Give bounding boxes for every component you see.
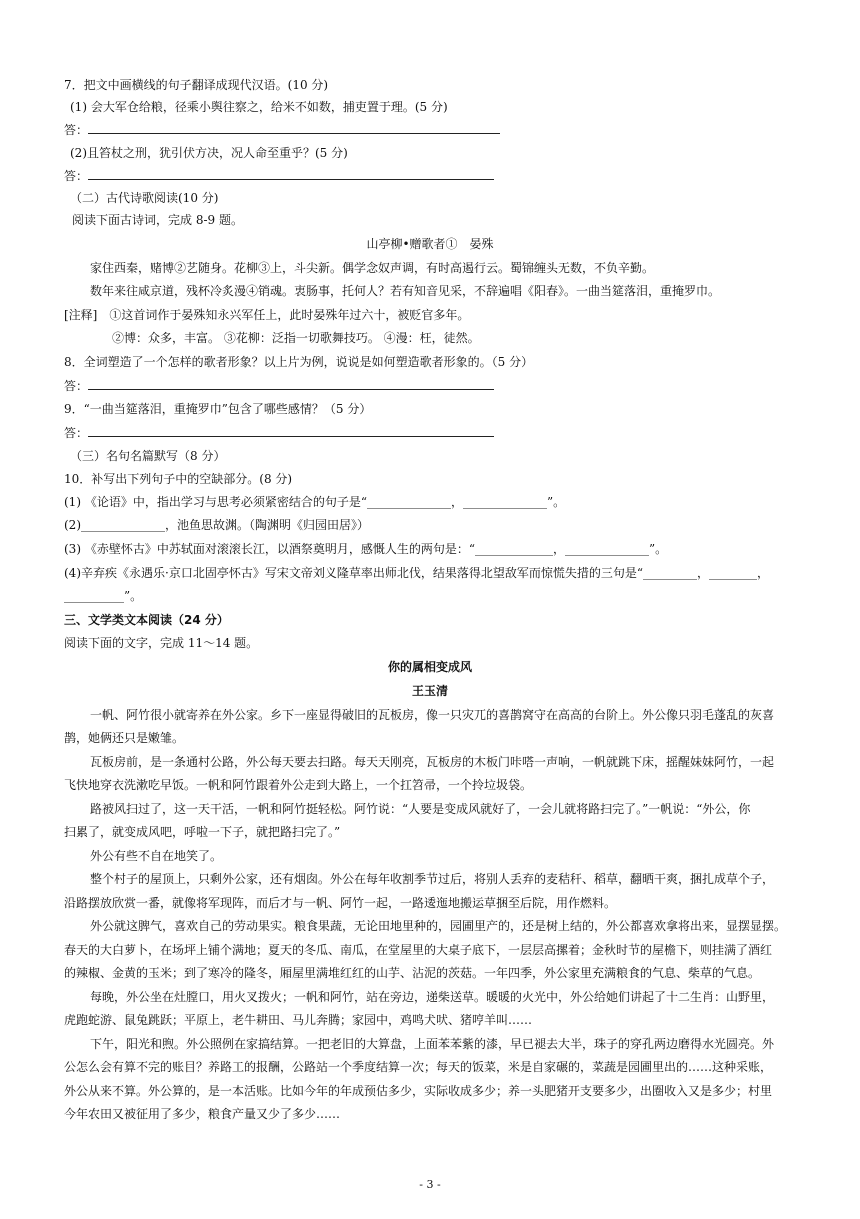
poem-line: 数年来往咸京道，残杯冷炙漫④销魂。衷肠事，托何人？若有知音见采，不辞遍唱《阳春》。一曲当筵落泪，重掩罗巾。 bbox=[90, 284, 721, 298]
article-paragraph: 虎跑蛇游、鼠兔跳跃；平原上，老牛耕田、马儿奔腾；家园中，鸡鸣犬吠、猪哼羊叫…… bbox=[64, 1013, 533, 1027]
fill-blank-item: (2)______________，池鱼思故渊。（陶渊明《归园田居》） bbox=[64, 518, 369, 532]
section-heading: 三、文学类文本阅读（24 分） bbox=[64, 613, 229, 627]
article-paragraph: 下午，阳光和煦。外公照例在家搞结算。一把老旧的大算盘，上面苯苯紫的漆，早已褪去大半，珠子的穿孔两边磨得水光圆亮。外 bbox=[90, 1037, 775, 1051]
fill-blank-item-continued: __________”。 bbox=[64, 589, 143, 603]
article-paragraph: 春天的大白萝卜，在场坪上铺个满地；夏天的冬瓜、南瓜，在堂屋里的大桌子底下，一层层高摞着；金秋时节的屋檐下，则挂满了酒红 bbox=[64, 943, 773, 957]
answer-line bbox=[64, 424, 494, 441]
article-paragraph: 沿路摆放欣赏一番，就像将军现阵，而后才与一帆、阿竹一起，一路逶迤地搬运草捆至后院，用作燃料。 bbox=[64, 896, 617, 910]
page-number: - 3 - bbox=[419, 1178, 441, 1191]
article-paragraph: 路被风扫过了，这一天干活，一帆和阿竹挺轻松。阿竹说：“人要是变成风就好了，一会儿就将路扫完了。”一帆说：“外公，你 bbox=[90, 802, 751, 816]
article-paragraph: 的辣椒、金黄的玉米；到了寒冷的隆冬，厢屋里满堆红红的山芋、沾泥的茨菇。一年四季，外公家里充满粮食的气息、柴草的气息。 bbox=[64, 966, 761, 980]
question-7: 7．把文中画横线的句子翻译成现代汉语。(10 分) bbox=[64, 78, 329, 92]
article-title: 你的属相变成风 bbox=[387, 660, 472, 674]
article-author: 王玉清 bbox=[411, 684, 448, 698]
instruction: 阅读下面的文字，完成 11～14 题。 bbox=[64, 636, 259, 650]
annotation: ②博：众多，丰富。 ③花柳：泛指一切歌舞技巧。 ④漫：枉，徒然。 bbox=[112, 331, 480, 345]
question-10: 10．补写出下列句子中的空缺部分。(8 分) bbox=[64, 472, 293, 486]
question-9: 9．“一曲当筵落泪，重掩罗巾”包含了哪些感情？（5 分） bbox=[64, 402, 372, 416]
article-paragraph: 扫累了，就变成风吧，呼啦一下子，就把路扫完了。” bbox=[64, 825, 341, 839]
answer-blank[interactable] bbox=[88, 121, 500, 134]
answer-line bbox=[64, 121, 500, 138]
question-7-1: (1) 会大军仓给粮，径乘小舆往察之，给米不如数，捕吏置于理。(5 分) bbox=[70, 100, 448, 114]
answer-label: 答： bbox=[64, 426, 89, 440]
answer-blank[interactable] bbox=[88, 424, 494, 437]
fill-blank-item: (3) 《赤壁怀古》中苏轼面对滚滚长江，以酒祭奠明月，感慨人生的两句是：“_____________，______________”。 bbox=[64, 542, 668, 556]
article-paragraph: 整个村子的屋顶上，只剩外公家，还有烟囱。外公在每年收割季节过后，将别人丢弃的麦秸秆、稻草，翻晒干爽，捆扎成草个子， bbox=[90, 872, 775, 886]
fill-blank-item: (1) 《论语》中，指出学习与思考必须紧密结合的句子是“______________，______________”。 bbox=[64, 495, 566, 509]
answer-label: 答： bbox=[64, 169, 89, 183]
article-paragraph: 飞快地穿衣洗漱吃早饭。一帆和阿竹跟着外公走到大路上，一个扛笤帚，一个拎垃圾袋。 bbox=[64, 778, 533, 792]
answer-label: 答： bbox=[64, 379, 89, 393]
question-7-2: (2)且笞杖之刑，犹引伏方决，况人命至重乎？(5 分) bbox=[70, 146, 348, 160]
section-heading: （三）名句名篇默写（8 分） bbox=[70, 449, 226, 463]
poem-line: 家住西秦，赌博②艺随身。花柳③上，斗尖新。偶学念奴声调，有时高遏行云。蜀锦缠头无数，不负辛勤。 bbox=[90, 261, 655, 275]
question-8: 8．全词塑造了一个怎样的歌者形象？以上片为例，说说是如何塑造歌者形象的。（5 分） bbox=[64, 355, 534, 369]
article-paragraph: 外公有些不自在地笑了。 bbox=[90, 849, 223, 863]
article-paragraph: 一帆、阿竹很小就寄养在外公家。乡下一座显得破旧的瓦板房，像一只灾兀的喜鹊窝守在高高的台阶上。外公像只羽毛蓬乱的灰喜 bbox=[90, 708, 775, 722]
answer-line bbox=[64, 377, 494, 394]
annotation: [注释] ①这首词作于晏殊知永兴军任上，此时晏殊年过六十，被贬官多年。 bbox=[64, 308, 470, 322]
poem-title: 山亭柳•赠歌者① 晏殊 bbox=[366, 237, 494, 251]
article-paragraph: 鹊，她俩还只是嫩雏。 bbox=[64, 731, 185, 745]
article-paragraph: 外公就这脾气，喜欢自己的劳动果实。粮食果蔬，无论田地里种的，园圃里产的，还是树上结的，外公都喜欢拿将出来，显摆显摆。 bbox=[90, 919, 787, 933]
instruction: 阅读下面古诗词，完成 8-9 题。 bbox=[72, 213, 243, 227]
article-paragraph: 每晚，外公坐在灶膛口，用火叉拨火；一帆和阿竹，站在旁边，递柴送草。暖暖的火光中，外公给她们讲起了十二生肖：山野里， bbox=[90, 990, 775, 1004]
answer-blank[interactable] bbox=[88, 377, 494, 390]
section-heading: （二）古代诗歌阅读(10 分) bbox=[70, 191, 219, 205]
article-paragraph: 瓦板房前，是一条通村公路，外公每天要去扫路。每天天刚亮，瓦板房的木板门咔嗒一声响，一帆就跳下床，摇醒妹妹阿竹，一起 bbox=[90, 755, 775, 769]
article-paragraph: 公怎么会有算不完的账目？养路工的报酬，公路站一个季度结算一次；每天的饭菜，米是自家碾的，菜蔬是园圃里出的……这种采账， bbox=[64, 1060, 773, 1074]
answer-blank[interactable] bbox=[88, 167, 494, 180]
article-paragraph: 外公从来不算。外公算的，是一本活账。比如今年的年成预估多少，实际收成多少；养一头肥猪开支要多少，出圈收入又是多少；村里 bbox=[64, 1084, 773, 1098]
article-paragraph: 今年农田又被征用了多少，粮食产量又少了多少…… bbox=[64, 1107, 341, 1121]
answer-label: 答： bbox=[64, 123, 89, 137]
answer-line bbox=[64, 167, 494, 184]
fill-blank-item: (4)辛弃疾《永遇乐·京口北固亭怀古》写宋文帝刘义隆草率出师北伐，结果落得北望敌军而惊慌失措的三句是“_________，________， bbox=[64, 566, 769, 580]
